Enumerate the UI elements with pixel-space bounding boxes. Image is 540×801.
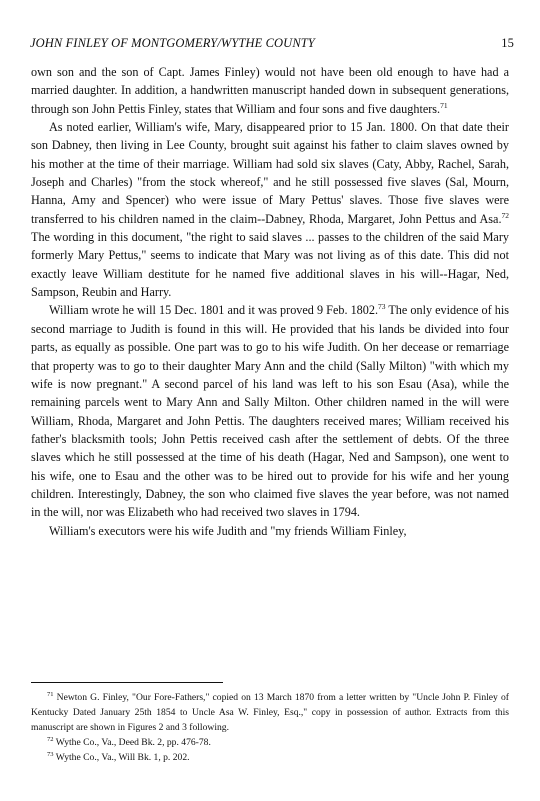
footnote-number: 73: [47, 750, 54, 758]
body-paragraph: [31, 63, 509, 118]
paragraph-text: The only evidence of his second marriage to Judith is found in this will. He provided that his lands be divided into four parts, as equally as possible. One part was to go to his wife Judith. On her decease or remarriage that property was to go to their daughter Mary Ann and the child (Sally Milton) "with which my wife is now pregnant." A second parcel of his land was left to his son Esau (Asa), while the remaining parcels went to Mary Ann and Sally Milton. Other children named in the will were William, Rhoda, Margaret and John Pettis. The daughters received mares; William received his father's blacksmith tools; John Pettis received cash after the settlement of debts. Of the three slaves which he still possessed at the time of his death (Hagar, Ned and Sampson), one went to his wife, one to Esau and the other was to be hired out to provide for his wife and her young children. Interestingly, Dabney, the son who claimed five slaves the year before, was not named in the will, nor was Elizabeth who had received two slaves in 1794.: [31, 303, 509, 520]
body-text: [31, 63, 509, 540]
footnote-reference: 72: [501, 210, 509, 220]
paragraph-text: The wording in this document, "the right to said slaves ... passes to the children of the said Mary formerly Mary Pettus," seems to indicate that Mary was not living as of this date. This did not exactly leave William destitute for he named five additional slaves in his will--Hagar, Ned, Sampson, Reubin and Harry.: [31, 230, 509, 300]
footnote: [31, 735, 509, 750]
footnote-reference: 73: [378, 302, 386, 312]
page-number: 15: [501, 36, 514, 50]
body-paragraph: [31, 118, 509, 301]
body-paragraph: [31, 522, 509, 540]
footnote-number: 72: [47, 735, 54, 743]
body-paragraph: [31, 301, 509, 521]
footnote-text: Wythe Co., Va., Deed Bk. 2, pp. 476-78.: [53, 737, 211, 748]
paragraph-text: William wrote he will 15 Dec. 1801 and it was proved 9 Feb. 1802.: [49, 303, 378, 318]
footnote-divider: [31, 682, 223, 683]
paragraph-text: William's executors were his wife Judith and "my friends William Finley,: [49, 523, 407, 538]
footnote-reference: 71: [440, 100, 448, 110]
footnote: [31, 750, 509, 765]
paragraph-text: own son and the son of Capt. James Finley) would not have been old enough to have had a married daughter. In addition, a handwritten manuscript handed down in subsequent generations, through son John Pettis Finley, states that William and four sons and five daughters.: [31, 65, 509, 116]
footnote-number: 71: [47, 690, 54, 698]
footnotes: [31, 690, 509, 765]
paragraph-text: As noted earlier, William's wife, Mary, disappeared prior to 15 Jan. 1800. On that date their son Dabney, then living in Lee County, brought suit against his father to claim slaves owned by his mother at the time of their marriage. William had sold six slaves (Caty, Abby, Rachel, Sarah, Joseph and Charles) "from the stock whereof," and he still possessed five slaves (Sal, Mourn, Hanna, Amy and Spencer) who were issue of Mary Pettus' slaves. Those five slaves were transferred to his children named in the claim--Dabney, Rhoda, Margaret, John Pettus and Asa.: [31, 120, 509, 226]
running-title: JOHN FINLEY OF MONTGOMERY/WYTHE COUNTY: [30, 36, 315, 50]
footnote: [31, 690, 509, 735]
footnote-text: Newton G. Finley, "Our Fore-Fathers," copied on 13 March 1870 from a letter written by "Uncle John P. Finley of Kentucky Dated January 25th 1854 to Uncle Asa W. Finley, Esq.," copy in possession of author. Extracts from this manuscript are shown in Figures 2 and 3 following.: [31, 692, 509, 733]
footnote-text: Wythe Co., Va., Will Bk. 1, p. 202.: [53, 752, 190, 763]
running-header: [30, 36, 514, 51]
